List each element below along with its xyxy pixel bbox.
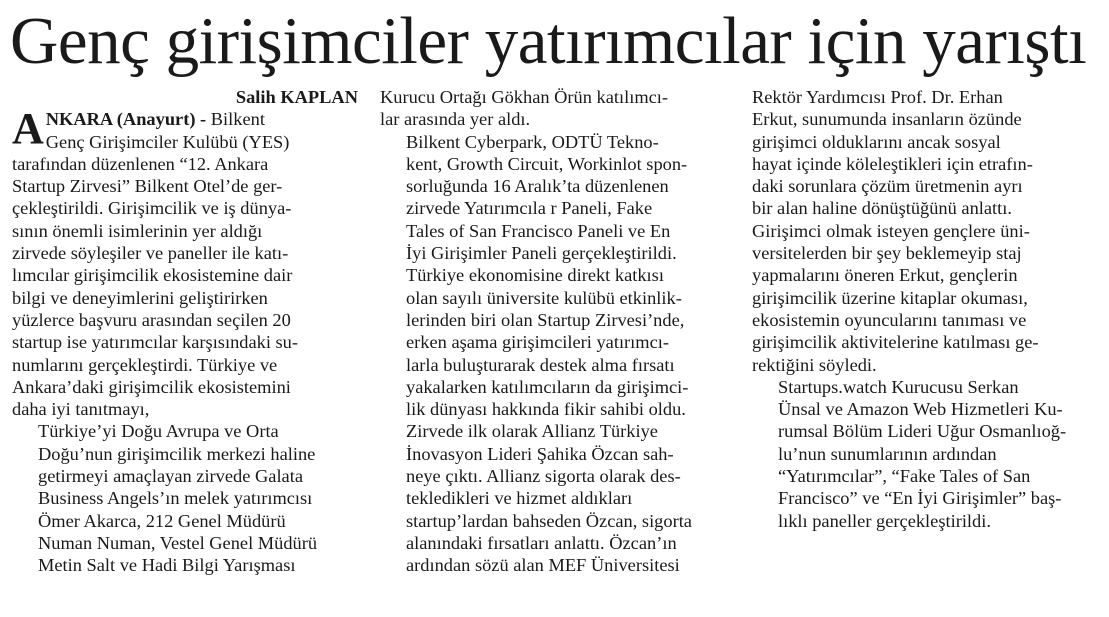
- text-line: İyi Girişimler Paneli gerçekleştirildi.: [406, 243, 677, 264]
- text-line: lar arasında yer aldı.: [380, 109, 531, 130]
- lead-paragraph: [12, 104, 358, 154]
- text-line: versitelerden bir şey beklemeyip staj: [752, 243, 1022, 264]
- article-column-2: [380, 86, 726, 577]
- column-2-paragraph-1: [380, 86, 726, 131]
- text-line: tekledikleri ve hizmet aldıkları: [406, 488, 633, 509]
- text-line: lımcılar girişimcilik ekosistemine dair: [12, 265, 293, 286]
- text-line: zirvede Yatırımcıla r Paneli, Fake: [406, 198, 653, 219]
- text-line: girişimci olduklarını ancak sosyal: [752, 131, 1001, 152]
- text-line: ekosistemin oyuncularını tanıması ve: [752, 309, 1027, 330]
- column-1-paragraph-2: [12, 420, 358, 576]
- text-line: Rektör Yardımcısı Prof. Dr. Erhan: [752, 87, 1003, 107]
- text-line: kent, Growth Circuit, Workinlot spon-: [406, 153, 688, 174]
- text-line: yapmalarını öneren Erkut, gençlerin: [752, 265, 1018, 286]
- byline: Salih KAPLAN: [235, 87, 358, 107]
- text-line: erken aşama girişimcileri yatırımcı-: [406, 332, 669, 353]
- text-line: girişimcilik aktivitelerine katılması ge-: [752, 332, 1039, 353]
- text-line: larla buluşturarak destek alma fırsatı: [406, 354, 675, 375]
- dateline: NKARA (Anayurt) -: [45, 109, 207, 130]
- text-line: Ankara’daki girişimcilik ekosistemini: [12, 376, 291, 397]
- text-line: yüzlerce başvuru arasından seçilen 20: [12, 309, 291, 330]
- text-line: daha iyi tanıtmayı,: [12, 399, 150, 420]
- text-line: Numan Numan, Vestel Genel Müdürü: [38, 532, 318, 553]
- text-line: bilgi ve deneyimlerini geliştirirken: [12, 287, 268, 308]
- column-2-paragraph-3: [380, 420, 726, 576]
- text-line: sorluğunda 16 Aralık’ta düzenlenen: [406, 176, 669, 197]
- text-line: Metin Salt ve Hadi Bilgi Yarışması: [38, 555, 296, 576]
- text-line: Kurucu Ortağı Gökhan Örün katılımcı-: [380, 87, 669, 107]
- article-column-3: [752, 86, 1098, 532]
- text-line: İnovasyon Lideri Şahika Özcan sah-: [406, 443, 674, 464]
- text-line: rumsal Bölüm Lideri Uğur Osmanlıoğ-: [778, 421, 1067, 442]
- text-line: getirmeyi amaçlayan zirvede Galata: [38, 466, 303, 487]
- text-line: olan sayılı üniversite kulübü etkinlik-: [406, 287, 682, 308]
- lead-line-1: [12, 108, 358, 130]
- text-line: Zirvede ilk olarak Allianz Türkiye: [406, 421, 658, 442]
- text-line: numlarını gerçekleştirdi. Türkiye ve: [12, 354, 278, 375]
- text-line: girişimcilik üzerine kitaplar okuması,: [752, 287, 1028, 308]
- text-line: rektiğini söyledi.: [752, 354, 877, 375]
- text-line: sının önemli isimlerinin yer aldığı: [12, 220, 263, 241]
- text-line: Doğu’nun girişimcilik merkezi haline: [38, 443, 316, 464]
- text-line: Ömer Akarca, 212 Genel Müdürü: [38, 510, 286, 531]
- text-line: startup ise yatırımcılar karşısındaki su-: [12, 332, 299, 353]
- text-line: Francisco” ve “En İyi Girişimler” baş-: [778, 488, 1062, 509]
- text-line: yakalarken katılımcıların da girişimci-: [406, 376, 689, 397]
- text-line: bir alan haline dönüştüğünü anlattı.: [752, 198, 1012, 219]
- text-line: ardından sözü alan MEF Üniversitesi: [406, 555, 680, 576]
- text-line: lu’nun sunumlarının ardından: [778, 443, 997, 464]
- text-line: lik dünyası hakkında fikir sahibi oldu.: [406, 399, 686, 420]
- article-column-1: [12, 86, 358, 577]
- headline: Genç girişimciler yatırımcılar için yarıştı: [10, 4, 1087, 78]
- text-line: Türkiye’yi Doğu Avrupa ve Orta: [38, 421, 279, 442]
- lead-line-1-rest: Bilkent: [206, 109, 265, 130]
- drop-cap: A: [12, 104, 44, 154]
- text-line: daki sorunlara çözüm üretmenin ayrı: [752, 176, 1023, 197]
- text-line: Business Angels’ın melek yatırımcısı: [38, 488, 313, 509]
- lead-line-2: Genç Girişimciler Kulübü (YES): [45, 131, 290, 152]
- text-line: tarafından düzenlenen “12. Ankara: [12, 153, 269, 174]
- text-line: Türkiye ekonomisine direkt katkısı: [406, 265, 664, 286]
- column-3-paragraph-2: [752, 376, 1098, 532]
- text-line: alanındaki fırsatları anlattı. Özcan’ın: [406, 532, 677, 553]
- text-line: zirvede söyleşiler ve paneller ile katı-: [12, 243, 289, 264]
- text-line: Bilkent Cyberpark, ODTÜ Tekno-: [406, 131, 659, 152]
- text-line: Girişimci olmak isteyen gençlere üni-: [752, 220, 1030, 241]
- column-1-paragraph-1: [12, 153, 358, 421]
- text-line: Erkut, sunumunda insanların özünde: [752, 109, 1022, 130]
- text-line: lerinden biri olan Startup Zirvesi’nde,: [406, 309, 685, 330]
- column-3-paragraph-1: [752, 86, 1098, 376]
- text-line: çekleştirildi. Girişimcilik ve iş dünya-: [12, 198, 292, 219]
- text-line: lıklı paneller gerçekleştirildi.: [778, 510, 991, 531]
- text-line: neye çıktı. Allianz sigorta olarak des-: [406, 466, 681, 487]
- text-line: Ünsal ve Amazon Web Hizmetleri Ku-: [778, 399, 1063, 420]
- text-line: Tales of San Francisco Paneli ve En: [406, 220, 671, 241]
- text-line: Startup Zirvesi” Bilkent Otel’de ger-: [12, 176, 283, 197]
- column-2-paragraph-2: [380, 131, 726, 421]
- text-line: hayat içinde köleleştikleri için etrafın-: [752, 153, 1033, 174]
- text-line: Startups.watch Kurucusu Serkan: [778, 376, 1019, 397]
- text-line: “Yatırımcılar”, “Fake Tales of San: [778, 466, 1031, 487]
- text-line: startup’lardan bahseden Özcan, sigorta: [406, 510, 692, 531]
